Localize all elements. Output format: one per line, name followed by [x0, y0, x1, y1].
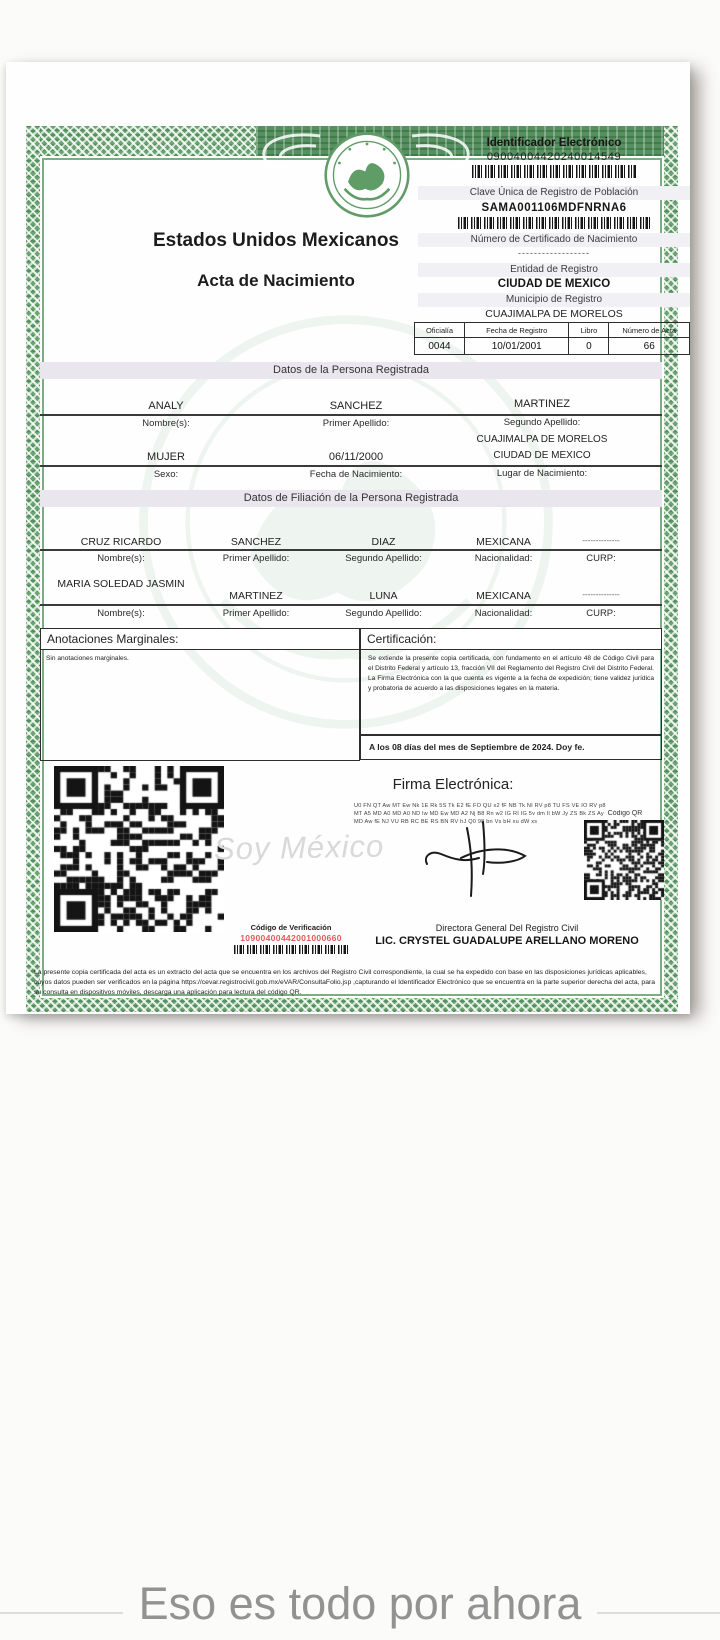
director-name: LIC. CRYSTEL GUADALUPE ARELLANO MORENO: [375, 935, 639, 947]
registry-value: 10/01/2001: [464, 338, 569, 355]
municipality-value: CUAJIMALPA DE MORELOS: [485, 308, 623, 320]
mother-nationality-value: MEXICANA: [476, 590, 531, 602]
curp-value: SAMA001106MDFNRNA6: [481, 202, 627, 214]
mother-first-surname-value: MARTINEZ: [229, 590, 283, 602]
electronic-id-barcode: [472, 165, 636, 178]
sex-value: MUJER: [147, 451, 185, 463]
father-name-value: CRUZ RICARDO: [80, 536, 162, 548]
birthdate-value: 06/11/2000: [328, 451, 384, 463]
mother-curp-label: CURP:: [586, 608, 616, 619]
birthplace-line1: CUAJIMALPA DE MORELOS: [476, 434, 608, 445]
verification-barcode: [234, 945, 348, 954]
frame-right-band: [664, 126, 678, 1012]
signature-code-line: MT A5 MD A0 MD A0 ND lw MD Ew MD A2 Nj B8 Rn w2 IG RI IG 5v dm Il bW Jy ZS Bk ZS Ay: [354, 811, 604, 817]
mother-second-surname-value: LUNA: [369, 590, 398, 602]
person-second-surname-label: Segundo Apellido:: [503, 417, 581, 428]
main-qr-code: [54, 766, 224, 937]
father-second-surname-value: DIAZ: [371, 536, 396, 548]
person-first-surname-value: SANCHEZ: [329, 400, 383, 412]
birthplace-line2: CIUDAD DE MEXICO: [493, 450, 591, 461]
filiation-section-title: Datos de Filiación de la Persona Registrada: [40, 490, 662, 507]
registry-header: Oficialía: [415, 323, 465, 338]
mother-name-label: Nombre(s):: [97, 608, 145, 619]
mother-nationality-label: Nacionalidad:: [474, 608, 533, 619]
birthdate-label: Fecha de Nacimiento:: [309, 469, 403, 480]
certification-date-line: A los 08 días del mes de Septiembre de 2024. Doy fe.: [369, 742, 585, 752]
verification-code-value: 10900400442001000660: [240, 933, 342, 943]
birth-cert-number-label: Número de Certificado de Nacimiento: [418, 233, 690, 247]
registry-value: 66: [609, 338, 690, 355]
father-first-surname-label: Primer Apellido:: [222, 553, 290, 564]
registry-header: Libro: [569, 323, 609, 338]
annotations-box: [40, 649, 360, 761]
mother-curp-value: --------------: [582, 590, 620, 599]
father-nationality-value: MEXICANA: [476, 536, 531, 548]
person-section-title: Datos de la Persona Registrada: [40, 362, 662, 379]
signature-code-line: U0 FN QT Aw MT Ew Nk 1E Rk 5S Tk E2 fE FO QU x2 fF NB Tk NI RV p8 TU FS VE IO RV p8: [354, 803, 606, 809]
father-second-surname-label: Segundo Apellido:: [345, 553, 422, 564]
municipality-label: Municipio de Registro: [418, 293, 690, 307]
father-curp-value: --------------: [582, 536, 620, 545]
entity-value: CIUDAD DE MEXICO: [497, 278, 611, 290]
curp-label: Clave Única de Registro de Población: [418, 186, 690, 200]
birth-cert-number-value: ------------------: [518, 248, 590, 258]
birth-certificate-photo[interactable]: [6, 62, 690, 1014]
person-second-surname-value: MARTINEZ: [513, 398, 571, 410]
end-of-list-message: [0, 1578, 720, 1630]
mother-first-surname-label: Primer Apellido:: [222, 608, 290, 619]
person-first-surname-label: Primer Apellido:: [322, 418, 390, 429]
frame-top-left-ornament: [26, 126, 258, 156]
certification-body: Se extiende la presente copia certificada, con fundamento en el artículo 48 de Código Civil para el Distrito Federal y artículo 13, fracción VII del Reglamento del Registro Civil del Distrito Federal. La Firma Electrónica con la que cuenta es vigente a la fecha de expedición; tiene validez jurídica y probatoria de acuerdo a las disposiciones legales en la materia.: [368, 655, 654, 692]
certification-box: [360, 649, 662, 736]
frame-left-band: [26, 126, 40, 1012]
registry-value: 0: [569, 338, 609, 355]
secondary-qr-code: [584, 820, 664, 905]
birthplace-label: Lugar de Nacimiento:: [496, 468, 588, 479]
registry-header: Fecha de Registro: [464, 323, 569, 338]
registry-header: Número de Acta: [609, 323, 690, 338]
verification-code-label: Código de Verificación: [250, 923, 332, 932]
curp-barcode: [458, 217, 650, 229]
annotations-title: Anotaciones Marginales:: [40, 628, 360, 650]
mother-name-value: MARIA SOLEDAD JASMIN: [57, 578, 185, 590]
registry-table: [414, 322, 690, 355]
national-seal-icon: [324, 132, 410, 218]
registry-value: 0044: [415, 338, 465, 355]
mother-second-surname-label: Segundo Apellido:: [345, 608, 422, 619]
qr-code-label: Código QR: [607, 810, 643, 817]
footer-legal-note: La presente copia certificada del acta es un extracto del acta que se encuentra en los archivos del Registro Civil correspondiente, la cual se ha expedido con base en las disposiciones jurídicas aplicables, cuyos datos pueden ser verificados en la página https://cevar.registrocivil.gob.mx/eVAR/ConsultaFolio.jsp ,capturando el Identificador Electrónico que se encuentra en la parte superior derecha del acta, para su consulta en dispositivos móviles, descarga una aplicación para lectura del código QR.: [34, 969, 656, 997]
aztec-flourish-left-icon: [258, 130, 322, 174]
sex-label: Sexo:: [153, 469, 179, 480]
end-of-list-text: Eso es todo por ahora: [123, 1578, 598, 1629]
handwritten-signature-icon: [421, 818, 539, 900]
father-curp-label: CURP:: [586, 553, 616, 564]
electronic-id-label: Identificador Electrónico: [486, 137, 622, 149]
country-title: Estados Unidos Mexicanos: [152, 230, 399, 251]
frame-bottom-band: [26, 998, 678, 1012]
director-title: Directora General Del Registro Civil: [435, 923, 579, 933]
entity-label: Entidad de Registro: [418, 263, 690, 277]
annotations-body: Sin anotaciones marginales.: [46, 655, 129, 662]
person-name-value: ANALY: [148, 400, 184, 412]
father-nationality-label: Nacionalidad:: [474, 553, 533, 564]
electronic-signature-title: Firma Electrónica:: [392, 776, 514, 793]
father-name-label: Nombre(s):: [97, 553, 145, 564]
signature-code-line: MD Aw fE NJ VU RB RC BE RS BN RV hJ Q0 98 bn Vs bH xu dW xs: [354, 819, 538, 825]
father-first-surname-value: SANCHEZ: [230, 536, 282, 548]
certification-date-box: [360, 734, 662, 760]
electronic-id-value: 09004004420240014549: [486, 151, 622, 163]
soy-mexico-watermark: Soy México: [213, 828, 385, 867]
person-name-label: Nombre(s):: [142, 418, 190, 429]
document-title: Acta de Nacimiento: [197, 271, 355, 290]
certification-title: Certificación:: [360, 628, 662, 650]
